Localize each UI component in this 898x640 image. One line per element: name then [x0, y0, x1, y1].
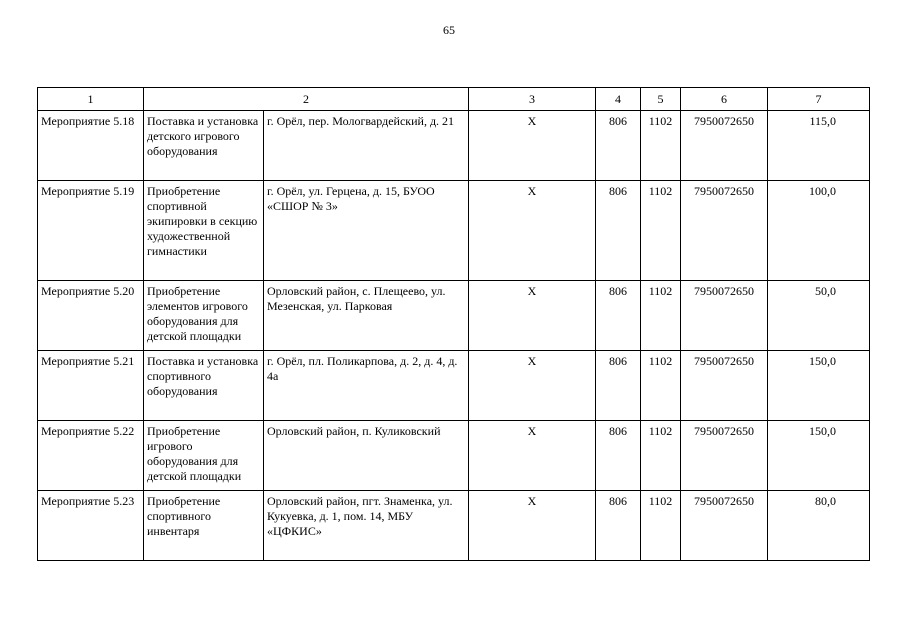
col3-cell: Х — [469, 181, 596, 281]
address-cell: Орловский район, с. Плещеево, ул. Мезенская, ул. Парковая — [264, 281, 469, 351]
table-row — [38, 111, 870, 181]
col7-cell: 50,0 — [768, 281, 870, 351]
table-row — [38, 351, 870, 421]
col7-cell: 150,0 — [768, 351, 870, 421]
description-cell: Поставка и установка спортивного оборудования — [144, 351, 264, 421]
event-cell: Мероприятие 5.23 — [38, 491, 144, 561]
col6-cell: 7950072650 — [681, 491, 768, 561]
col6-cell: 7950072650 — [681, 281, 768, 351]
header-col-6: 6 — [681, 88, 768, 111]
event-cell: Мероприятие 5.21 — [38, 351, 144, 421]
event-cell: Мероприятие 5.18 — [38, 111, 144, 181]
col6-cell: 7950072650 — [681, 181, 768, 281]
col3-cell: Х — [469, 351, 596, 421]
header-col-1: 1 — [38, 88, 144, 111]
table-row — [38, 181, 870, 281]
description-cell: Поставка и установка детского игрового оборудования — [144, 111, 264, 181]
col3-cell: Х — [469, 491, 596, 561]
description-cell: Приобретение спортивной экипировки в секцию художественной гимнастики — [144, 181, 264, 281]
table-row — [38, 281, 870, 351]
event-cell: Мероприятие 5.19 — [38, 181, 144, 281]
col3-cell: Х — [469, 111, 596, 181]
col7-cell: 150,0 — [768, 421, 870, 491]
header-col-3: 3 — [469, 88, 596, 111]
col5-cell: 1102 — [641, 491, 681, 561]
col5-cell: 1102 — [641, 111, 681, 181]
address-cell: Орловский район, п. Куликовский — [264, 421, 469, 491]
header-col-4: 4 — [596, 88, 641, 111]
col4-cell: 806 — [596, 181, 641, 281]
header-col-2: 2 — [144, 88, 469, 111]
event-cell: Мероприятие 5.20 — [38, 281, 144, 351]
address-cell: г. Орёл, пл. Поликарпова, д. 2, д. 4, д. 4а — [264, 351, 469, 421]
col4-cell: 806 — [596, 491, 641, 561]
address-cell: г. Орёл, ул. Герцена, д. 15, БУОО «СШОР № 3» — [264, 181, 469, 281]
table-row — [38, 421, 870, 491]
description-cell: Приобретение элементов игрового оборудования для детской площадки — [144, 281, 264, 351]
col6-cell: 7950072650 — [681, 351, 768, 421]
col6-cell: 7950072650 — [681, 421, 768, 491]
header-col-5: 5 — [641, 88, 681, 111]
budget-table — [37, 87, 870, 561]
table-row — [38, 491, 870, 561]
description-cell: Приобретение спортивного инвентаря — [144, 491, 264, 561]
col5-cell: 1102 — [641, 281, 681, 351]
col4-cell: 806 — [596, 421, 641, 491]
col4-cell: 806 — [596, 111, 641, 181]
event-cell: Мероприятие 5.22 — [38, 421, 144, 491]
description-cell: Приобретение игрового оборудования для детской площадки — [144, 421, 264, 491]
col7-cell: 100,0 — [768, 181, 870, 281]
address-cell: г. Орёл, пер. Мологвардейский, д. 21 — [264, 111, 469, 181]
header-col-7: 7 — [768, 88, 870, 111]
header-row — [38, 88, 870, 111]
col5-cell: 1102 — [641, 181, 681, 281]
col6-cell: 7950072650 — [681, 111, 768, 181]
col7-cell: 80,0 — [768, 491, 870, 561]
col4-cell: 806 — [596, 351, 641, 421]
col4-cell: 806 — [596, 281, 641, 351]
col5-cell: 1102 — [641, 421, 681, 491]
col5-cell: 1102 — [641, 351, 681, 421]
page-number: 65 — [443, 23, 455, 37]
col3-cell: Х — [469, 421, 596, 491]
address-cell: Орловский район, пгт. Знаменка, ул. Кукуевка, д. 1, пом. 14, МБУ «ЦФКИС» — [264, 491, 469, 561]
col7-cell: 115,0 — [768, 111, 870, 181]
col3-cell: Х — [469, 281, 596, 351]
